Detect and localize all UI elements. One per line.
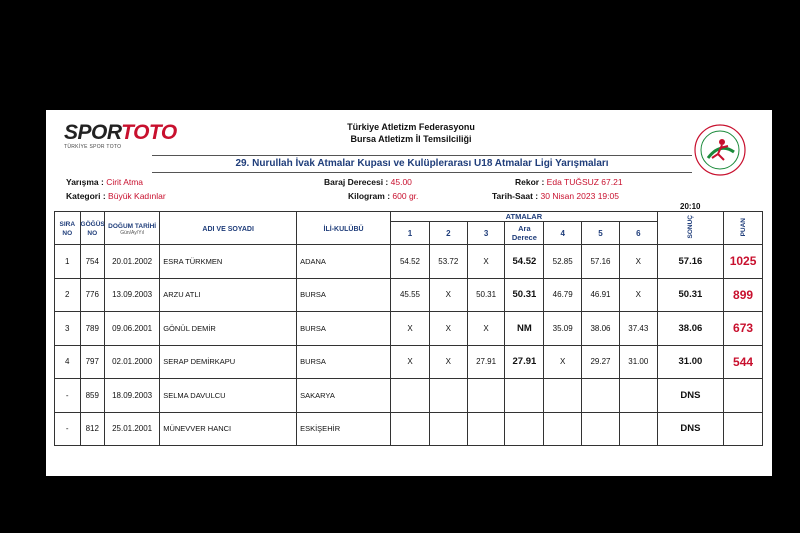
cell-sira: 2 [55, 278, 81, 312]
cell-t1: 54.52 [391, 245, 430, 279]
col-header-dogum-sub: Gün/Ay/Yıl [120, 229, 145, 236]
cell-t1 [391, 379, 430, 413]
cell-dogum: 09.06.2001 [105, 312, 160, 346]
logo-subtitle: TÜRKİYE SPOR TOTO [64, 144, 122, 150]
col-header-ara: Ara Derece [505, 222, 544, 245]
cell-t1 [391, 412, 430, 446]
cell-sonuc: 57.16 [657, 245, 723, 279]
cell-dogum: 13.09.2003 [105, 278, 160, 312]
cell-dogum: 25.01.2001 [105, 412, 160, 446]
logo-word-2: TOTO [121, 121, 177, 144]
cell-ara: 27.91 [505, 345, 544, 379]
cell-t6: X [619, 278, 657, 312]
logo-word-1: SPOR [64, 121, 122, 144]
category-label: Kategori : [66, 191, 106, 201]
datetime-value: 30 Nisan 2023 19:05 [540, 191, 619, 201]
cell-t6: X [619, 245, 657, 279]
cell-sira: 1 [55, 245, 81, 279]
cell-gogus: 859 [80, 379, 105, 413]
col-header-sira-text: SIRA NO [59, 221, 76, 237]
event-info [66, 177, 143, 187]
cell-t5 [582, 379, 620, 413]
cell-name: MÜNEVVER HANCI [160, 412, 297, 446]
col-header-sira [55, 212, 81, 245]
cell-t1: 45.55 [391, 278, 430, 312]
cell-ara: NM [505, 312, 544, 346]
record-label: Rekor : [515, 177, 545, 187]
cell-gogus: 789 [80, 312, 105, 346]
cell-club: ESKİŞEHİR [297, 412, 391, 446]
cell-t5: 46.91 [582, 278, 620, 312]
cell-sira: 3 [55, 312, 81, 346]
cell-t4: 46.79 [544, 278, 582, 312]
barrier-info [324, 177, 412, 187]
cell-club: SAKARYA [297, 379, 391, 413]
cell-ara: 50.31 [505, 278, 544, 312]
cell-sonuc: 50.31 [657, 278, 723, 312]
weight-label: Kilogram : [348, 191, 391, 201]
cell-t3: X [467, 312, 505, 346]
competition-title: 29. Nurullah İvak Atmalar Kupası ve Kulüplerarası U18 Atmalar Ligi Yarışmaları [152, 155, 692, 173]
table-row [55, 245, 763, 279]
cell-t2: X [429, 345, 467, 379]
cell-sira: - [55, 412, 81, 446]
col-header-gogus [80, 212, 105, 245]
cell-sonuc: DNS [657, 379, 723, 413]
table-row [55, 412, 763, 446]
cell-name: ESRA TÜRKMEN [160, 245, 297, 279]
cell-ara: 54.52 [505, 245, 544, 279]
cell-t2: X [429, 278, 467, 312]
record-value: Eda TUĞSUZ 67.21 [546, 177, 623, 187]
col-header-name-text: ADI VE SOYADI [202, 225, 254, 233]
federation-name: Türkiye Atletizm Federasyonu [347, 122, 475, 132]
col-header-gogus-text: GÖĞÜS NO [80, 221, 105, 237]
category-value: Büyük Kadınlar [108, 191, 166, 201]
col-header-throws-text: ATMALAR [505, 212, 543, 221]
cell-t5 [582, 412, 620, 446]
cell-gogus: 776 [80, 278, 105, 312]
cell-sira: - [55, 379, 81, 413]
cell-sonuc: 38.06 [657, 312, 723, 346]
col-header-dogum-text: DOĞUM TARİHİ [108, 222, 157, 230]
datetime-label: Tarih-Saat : [492, 191, 539, 201]
cell-name: SELMA DAVULCU [160, 379, 297, 413]
cell-t6: 31.00 [619, 345, 657, 379]
cell-puan: 673 [724, 312, 763, 346]
cell-t5: 38.06 [582, 312, 620, 346]
cell-t3 [467, 379, 505, 413]
cell-gogus: 812 [80, 412, 105, 446]
cell-ara [505, 379, 544, 413]
cell-name: SERAP DEMİRKAPU [160, 345, 297, 379]
col-header-throw-1: 1 [391, 222, 430, 245]
cell-t3: X [467, 245, 505, 279]
col-header-club [297, 212, 391, 245]
col-header-club-text: İLİ-KULÜBÜ [323, 225, 364, 233]
cell-club: BURSA [297, 278, 391, 312]
cell-t5: 57.16 [582, 245, 620, 279]
table-row [55, 278, 763, 312]
cell-dogum: 18.09.2003 [105, 379, 160, 413]
cell-name: ARZU ATLI [160, 278, 297, 312]
cell-t6 [619, 412, 657, 446]
barrier-value: 45.00 [390, 177, 412, 187]
col-header-throw-5: 5 [582, 222, 620, 245]
event-value: Cirit Atma [106, 177, 144, 187]
table-row [55, 345, 763, 379]
cell-dogum: 20.01.2002 [105, 245, 160, 279]
results-body [55, 245, 763, 446]
cell-t4: 52.85 [544, 245, 582, 279]
cell-t6 [619, 379, 657, 413]
cell-puan: 1025 [724, 245, 763, 279]
federation-logo-icon [692, 122, 748, 178]
time-stamp: 20:10 [680, 202, 701, 211]
cell-t2: 53.72 [429, 245, 467, 279]
cell-t3: 27.91 [467, 345, 505, 379]
cell-t2: X [429, 312, 467, 346]
cell-t2 [429, 412, 467, 446]
col-header-puan [724, 212, 763, 245]
cell-t4: X [544, 345, 582, 379]
cell-t4 [544, 379, 582, 413]
category-info [66, 191, 166, 201]
weight-info [348, 191, 418, 201]
cell-t3 [467, 412, 505, 446]
representation-name: Bursa Atletizm İl Temsilciliği [350, 134, 472, 144]
cell-t3: 50.31 [467, 278, 505, 312]
cell-gogus: 797 [80, 345, 105, 379]
col-header-throw-6: 6 [619, 222, 657, 245]
cell-club: ADANA [297, 245, 391, 279]
col-header-puan-text: PUAN [739, 217, 747, 237]
cell-puan [724, 379, 763, 413]
cell-puan: 544 [724, 345, 763, 379]
cell-puan: 899 [724, 278, 763, 312]
cell-puan [724, 412, 763, 446]
cell-t4 [544, 412, 582, 446]
col-header-dogum [105, 212, 160, 245]
datetime-info [492, 191, 619, 201]
col-header-throw-3: 3 [467, 222, 505, 245]
table-row [55, 379, 763, 413]
cell-gogus: 754 [80, 245, 105, 279]
record-info [515, 177, 623, 187]
results-table [54, 211, 763, 446]
col-header-throw-4: 4 [544, 222, 582, 245]
col-header-throws [391, 212, 658, 222]
cell-t2 [429, 379, 467, 413]
col-header-throw-2: 2 [429, 222, 467, 245]
cell-t5: 29.27 [582, 345, 620, 379]
col-header-sonuc [657, 212, 723, 245]
barrier-label: Baraj Derecesi : [324, 177, 389, 187]
col-header-sonuc-text: SONUÇ [686, 215, 694, 239]
event-label: Yarışma : [66, 177, 104, 187]
table-row [55, 312, 763, 346]
cell-club: BURSA [297, 345, 391, 379]
cell-ara [505, 412, 544, 446]
cell-name: GÖNÜL DEMİR [160, 312, 297, 346]
results-sheet [46, 110, 772, 476]
col-header-name [160, 212, 297, 245]
weight-value: 600 gr. [392, 191, 419, 201]
cell-t1: X [391, 345, 430, 379]
cell-sonuc: 31.00 [657, 345, 723, 379]
cell-sonuc: DNS [657, 412, 723, 446]
cell-t6: 37.43 [619, 312, 657, 346]
cell-t1: X [391, 312, 430, 346]
cell-sira: 4 [55, 345, 81, 379]
cell-club: BURSA [297, 312, 391, 346]
cell-dogum: 02.01.2000 [105, 345, 160, 379]
cell-t4: 35.09 [544, 312, 582, 346]
